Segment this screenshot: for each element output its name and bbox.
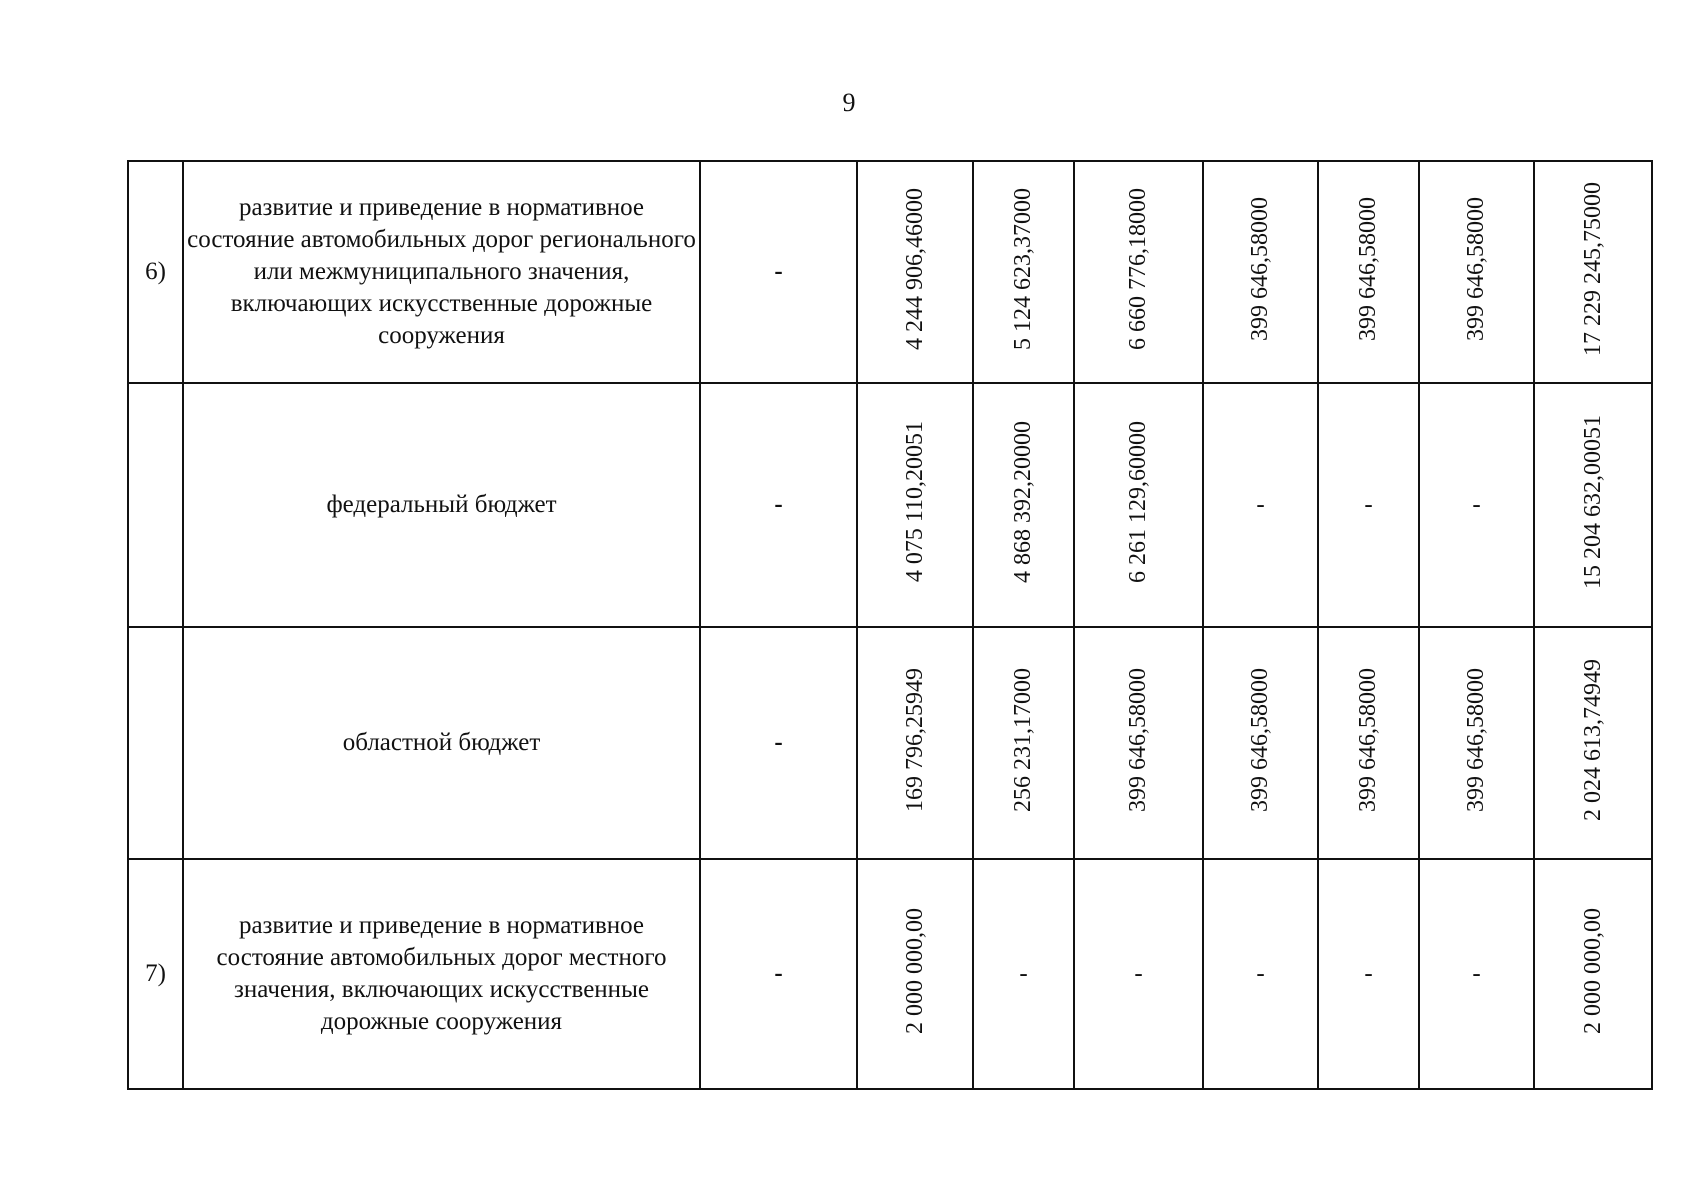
value-cell bbox=[1203, 627, 1318, 859]
total-text: 2 024 613,74949 bbox=[1579, 658, 1606, 821]
value-text: 4 868 392,20000 bbox=[1010, 420, 1036, 583]
row-description: федеральный бюджет bbox=[183, 383, 700, 627]
value-text: 4 075 110,20051 bbox=[901, 420, 928, 583]
value-cell bbox=[1419, 859, 1534, 1089]
total-cell bbox=[1534, 383, 1652, 627]
row-number: 6) bbox=[128, 161, 183, 383]
value-cell bbox=[1419, 627, 1534, 859]
value-cell bbox=[1318, 161, 1419, 383]
row-col1 bbox=[700, 627, 857, 859]
dash-value: - bbox=[1256, 960, 1265, 987]
value-text: 256 231,17000 bbox=[1010, 667, 1036, 812]
total-cell bbox=[1534, 627, 1652, 859]
dash-value: - bbox=[774, 729, 783, 756]
value-cell bbox=[1074, 161, 1203, 383]
value-cell bbox=[857, 161, 973, 383]
row-description: развитие и приведение в нормативное состояние автомобильных дорог регионального или межмуниципального значения, включающих искусственные дорожные сооружения bbox=[183, 161, 700, 383]
value-text: 399 646,58000 bbox=[1355, 667, 1381, 812]
value-cell bbox=[973, 161, 1074, 383]
value-cell bbox=[1074, 383, 1203, 627]
value-cell bbox=[1318, 859, 1419, 1089]
dash-value: - bbox=[1472, 960, 1481, 987]
table-row bbox=[128, 383, 1652, 627]
value-cell bbox=[973, 383, 1074, 627]
value-cell bbox=[1074, 627, 1203, 859]
value-text: 399 646,58000 bbox=[1247, 196, 1273, 341]
value-text: 399 646,58000 bbox=[1247, 667, 1273, 812]
dash-value: - bbox=[774, 258, 783, 285]
budget-table bbox=[127, 160, 1653, 1090]
value-cell bbox=[1074, 859, 1203, 1089]
row-col1 bbox=[700, 383, 857, 627]
table-row bbox=[128, 627, 1652, 859]
value-text: 399 646,58000 bbox=[1463, 667, 1489, 812]
value-cell bbox=[1318, 627, 1419, 859]
value-text: 399 646,58000 bbox=[1125, 667, 1151, 812]
table-row bbox=[128, 161, 1652, 383]
value-text: 4 244 906,46000 bbox=[901, 187, 928, 350]
value-text: 399 646,58000 bbox=[1355, 196, 1381, 341]
total-text: 2 000 000,00 bbox=[1579, 907, 1606, 1034]
dash-value: - bbox=[774, 960, 783, 987]
value-text: 2 000 000,00 bbox=[901, 907, 928, 1034]
value-text: 6 660 776,18000 bbox=[1125, 187, 1151, 350]
row-number bbox=[128, 627, 183, 859]
value-cell bbox=[1203, 161, 1318, 383]
total-cell bbox=[1534, 161, 1652, 383]
value-text: 6 261 129,60000 bbox=[1125, 420, 1151, 583]
value-cell bbox=[1419, 161, 1534, 383]
value-text: 169 796,25949 bbox=[901, 667, 928, 812]
value-cell bbox=[973, 859, 1074, 1089]
total-text: 15 204 632,00051 bbox=[1579, 414, 1606, 589]
value-cell bbox=[1203, 859, 1318, 1089]
row-number bbox=[128, 383, 183, 627]
dash-value: - bbox=[774, 491, 783, 518]
row-col1 bbox=[700, 161, 857, 383]
dash-value: - bbox=[1364, 491, 1373, 518]
value-cell bbox=[973, 627, 1074, 859]
row-number: 7) bbox=[128, 859, 183, 1089]
dash-value: - bbox=[1472, 491, 1481, 518]
value-text: 399 646,58000 bbox=[1463, 196, 1489, 341]
value-cell bbox=[857, 383, 973, 627]
dash-value: - bbox=[1019, 960, 1028, 987]
dash-value: - bbox=[1256, 491, 1265, 518]
total-cell bbox=[1534, 859, 1652, 1089]
row-description: областной бюджет bbox=[183, 627, 700, 859]
dash-value: - bbox=[1364, 960, 1373, 987]
value-text: 5 124 623,37000 bbox=[1010, 187, 1036, 350]
value-cell bbox=[857, 627, 973, 859]
value-cell bbox=[1318, 383, 1419, 627]
value-cell bbox=[857, 859, 973, 1089]
page-number: 9 bbox=[842, 88, 856, 117]
row-description: развитие и приведение в нормативное состояние автомобильных дорог местного значения, включающих искусственные дорожные сооружения bbox=[183, 859, 700, 1089]
value-cell bbox=[1203, 383, 1318, 627]
total-text: 17 229 245,75000 bbox=[1579, 181, 1606, 356]
row-col1 bbox=[700, 859, 857, 1089]
value-cell bbox=[1419, 383, 1534, 627]
table-row bbox=[128, 859, 1652, 1089]
dash-value: - bbox=[1134, 960, 1143, 987]
